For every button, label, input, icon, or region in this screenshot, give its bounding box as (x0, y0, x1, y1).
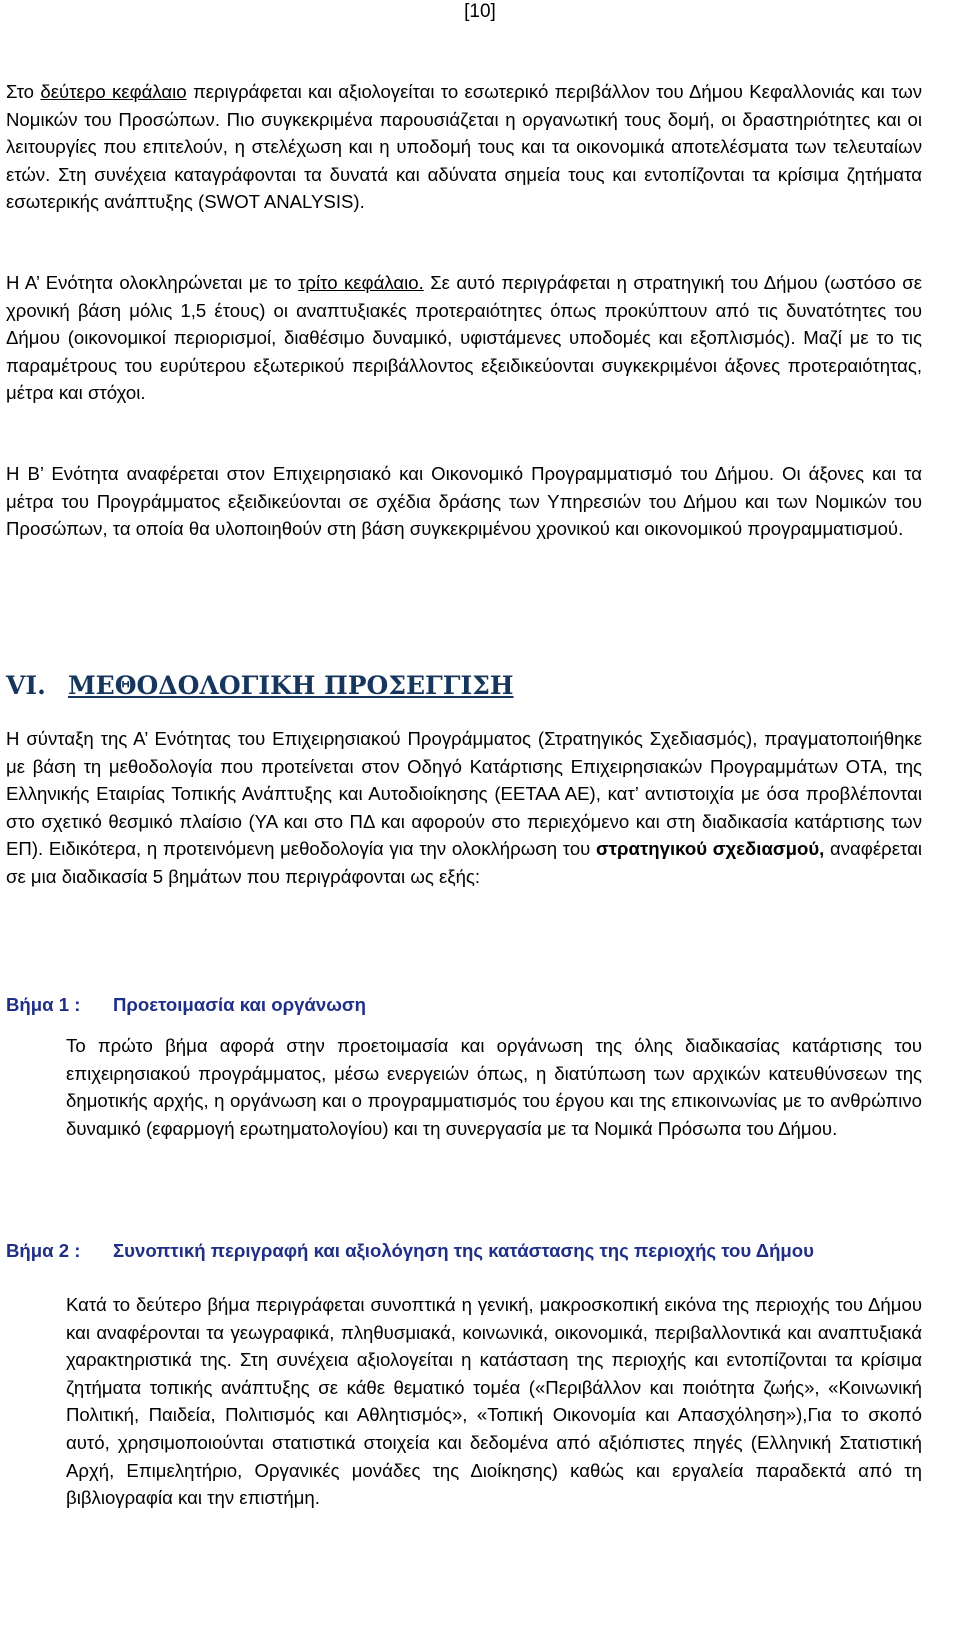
intro-paragraph-chapter-two (6, 78, 922, 216)
methodology-bold-term: στρατηγικού σχεδιασμού, (596, 838, 825, 860)
section-number: VI. (6, 671, 46, 700)
intro-paragraph-chapter-three (6, 269, 922, 407)
step-2-title: Συνοπτική περιγραφή και αξιολόγηση της κατάστασης της περιοχής του Δήμου (113, 1240, 814, 1261)
section-heading (6, 670, 514, 702)
intro-p2-text-rest: Σε αυτό περιγράφεται η στρατηγική του Δήμου (ωστόσο σε χρονική βάση μόλις 1,5 έτους) οι αναπτυξιακές προτεραιότητες όπως προκύπτουν από τις δυνατότητες του Δήμου (οικονομικοί περιορισμοί, διαθέσιμο δυναμικό, υφιστάμενες υποδομές και εξοπλισμός). Μαζί με το τις παραμέτρους του ευρύτερου εξωτερικού περιβάλλοντος εξειδικεύονται συγκεκριμένοι άξονες προτεραιότητας, μέτρα και στόχοι. (6, 272, 922, 404)
step-1-body: Το πρώτο βήμα αφορά στην προετοιμασία και οργάνωση της όλης διαδικασίας κατάρτισης του επιχειρησιακού προγράμματος, μέσω ενεργειών όπως, η διατύπωση των αρχικών κατευθύνσεων της δημοτικής αρχής, η οργάνωση και ο προγραμματισμός του έργου και της επικοινωνίας με το ανθρώπινο δυναμικό (εφαρμογή ερωτηματολογίου) και τη συνεργασία με τα Νομικά Πρόσωπα του Δήμου. (66, 1035, 922, 1139)
section-title: ΜΕΘΟΔΟΛΟΓΙΚΗ ΠΡΟΣΕΓΓΙΣΗ (68, 671, 514, 700)
chapter-three-link: τρίτο κεφάλαιο. (298, 272, 424, 293)
intro-p1-text-start: Στο (6, 81, 41, 102)
step-1-title: Προετοιμασία και οργάνωση (113, 994, 366, 1015)
methodology-text-start: Η σύνταξη της Α’ Ενότητας του Επιχειρησιακού Προγράμματος (Στρατηγικός Σχεδιασμός), πραγματοποιήθηκε με βάση τη μεθοδολογία που προτείνεται στον Οδηγό Κατάρτισης Επιχειρησιακών Προγραμμάτων ΟΤΑ, της Ελληνικής Εταιρίας Τοπικής Ανάπτυξης και Αυτοδιοίκησης (ΕΕΤΑΑ ΑΕ), κατ’ αντιστοιχία με όσα προβλέπονται στο σχετικό θεσμικό πλαίσιο (ΥΑ και στο ΠΔ και αφορούν στο περιεχόμενο και στη διαδικασία κατάρτισης των ΕΠ). Ειδικότερα, η προτεινόμενη μεθοδολογία για την ολοκλήρωση του (6, 728, 922, 860)
step-1-label: Βήμα 1 : (6, 994, 81, 1015)
step-2-label: Βήμα 2 : (6, 1240, 81, 1261)
step-2-heading (6, 1237, 922, 1265)
intro-p2-text-start: Η Α’ Ενότητα ολοκληρώνεται με το (6, 272, 299, 293)
step-2-body: Κατά το δεύτερο βήμα περιγράφεται συνοπτικά η γενική, μακροσκοπική εικόνα της περιοχής του Δήμου και αναφέρονται τα γεωγραφικά, πληθυσμιακά, κοινωνικά, οικονομικά, περιβαλλοντικά και αναπτυξιακά χαρακτηριστικά της. Στη συνέχεια αξιολογείται η κατάσταση της περιοχής και εντοπίζονται τα κρίσιμα ζητήματα τοπικής ανάπτυξης σε κάθε θεματικό τομέα («Περιβάλλον και ποιότητα ζωής», «Κοινωνική Πολιτική, Παιδεία, Πολιτισμός και Αθλητισμός», «Τοπική Οικονομία και Απασχόληση»),Για το σκοπό αυτό, χρησιμοποιούνται στατιστικά στοιχεία και δεδομένα από αξιόπιστες πηγές (Ελληνική Στατιστική Αρχή, Επιμελητήριο, Οργανικές μονάδες της Διοίκησης) καθώς και εργαλεία παραδεκτά από τη βιβλιογραφία και την επιστήμη. (66, 1294, 922, 1509)
methodology-text-end: αναφέρεται σε μια διαδικασία 5 βημάτων που περιγράφονται ως εξής: (6, 838, 922, 887)
chapter-two-link: δεύτερο κεφάλαιο (40, 81, 187, 102)
intro-paragraph-section-b: Η Β’ Ενότητα αναφέρεται στον Επιχειρησιακό και Οικονομικό Προγραμματισμό του Δήμου. Οι άξονες και τα μέτρα του Προγράμματος εξειδικεύονται σε σχέδια δράσης των Υπηρεσιών του Δήμου και των Νομικών του Προσώπων, τα οποία θα υλοποιηθούν στη βάση συγκεκριμένου χρονικού και οικονομικού προγραμματισμού. (6, 463, 922, 540)
intro-p1-text-rest: περιγράφεται και αξιολογείται το εσωτερικό περιβάλλον του Δήμου Κεφαλλονιάς και των Νομικών του Προσώπων. Πιο συγκεκριμένα παρουσιάζεται η οργανωτική τους δομή, οι δραστηριότητες και οι λειτουργίες που επιτελούν, η στελέχωση και η υποδομή τους και τα οικονομικά αποτελέσματα των τελευταίων ετών. Στη συνέχεια καταγράφονται τα δυνατά και αδύνατα σημεία τους και εντοπίζονται τα κρίσιμα ζητήματα εσωτερικής ανάπτυξης (SWOT ANALYSIS). (6, 81, 923, 213)
page-number: [10] (464, 1, 496, 22)
step-1-heading (6, 991, 922, 1019)
methodology-paragraph (6, 725, 922, 891)
